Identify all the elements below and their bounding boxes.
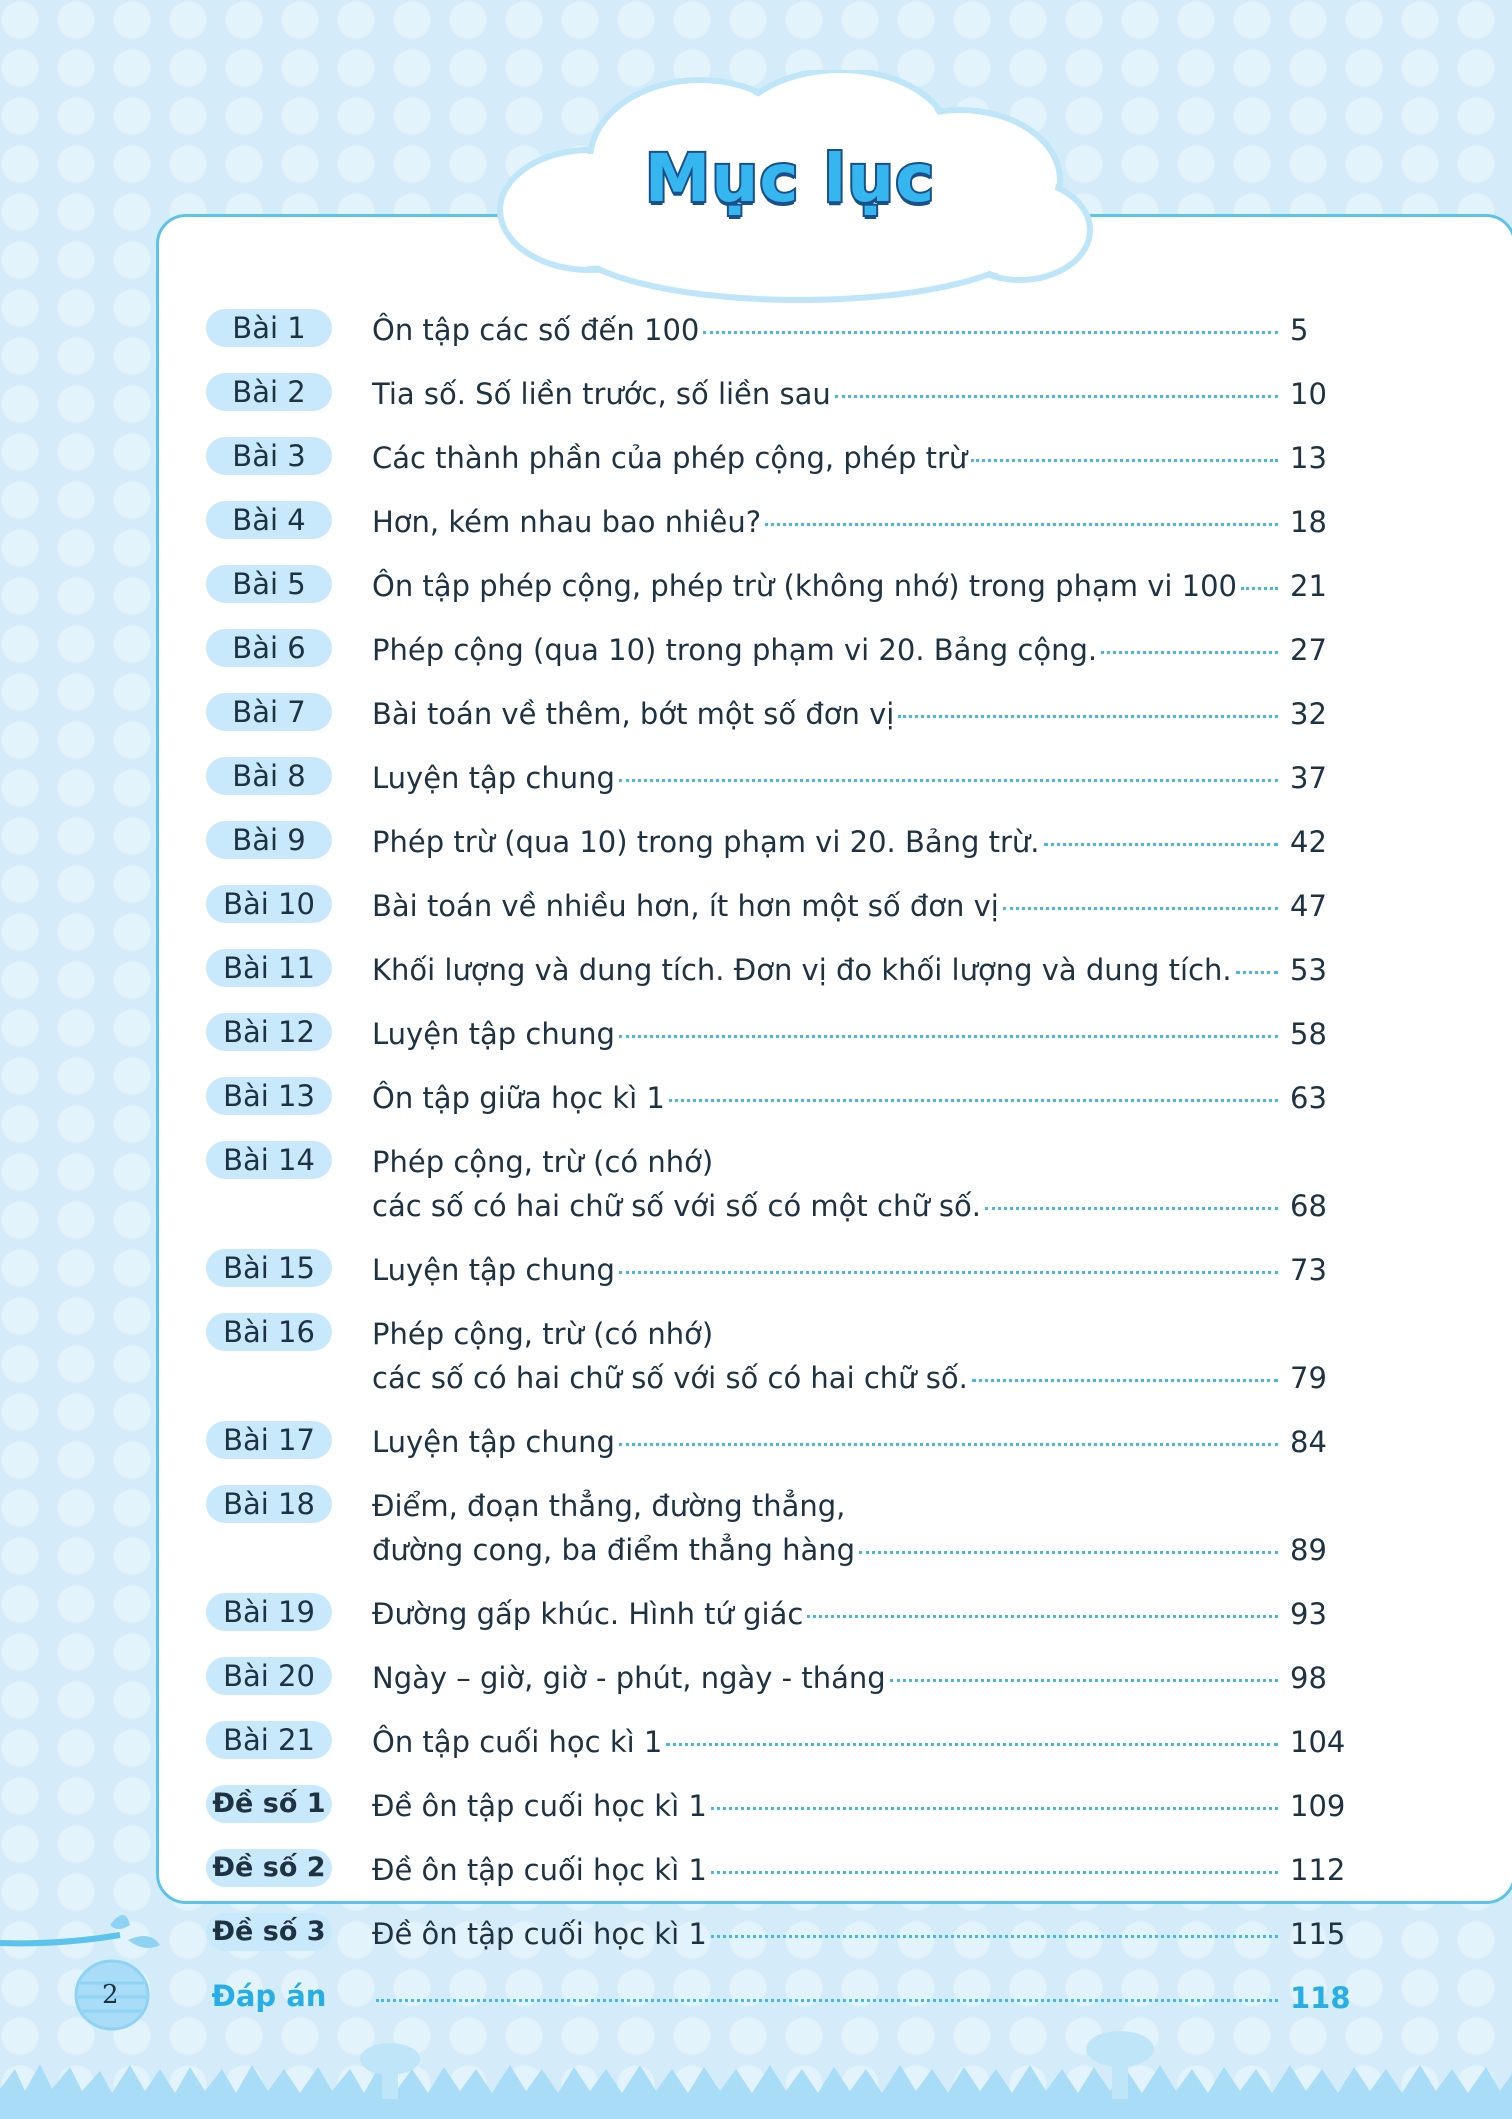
entry-text bbox=[372, 1420, 1352, 1464]
entry-title: Ôn tập cuối học kì 1 bbox=[372, 1725, 663, 1759]
page-number-ref: 32 bbox=[1290, 697, 1327, 731]
lesson-badge: Đề số 3 bbox=[206, 1913, 332, 1951]
entry-text bbox=[372, 1484, 1352, 1572]
entry-title: Các thành phần của phép cộng, phép trừ bbox=[372, 441, 968, 475]
dot-leader bbox=[711, 1871, 1278, 1874]
page-number-ref: 84 bbox=[1290, 1425, 1327, 1459]
page-number-ref: 98 bbox=[1290, 1661, 1327, 1695]
toc-entry bbox=[206, 820, 1352, 864]
entry-text bbox=[372, 500, 1352, 544]
page-number-ref: 89 bbox=[1290, 1533, 1327, 1567]
page-number-ref: 27 bbox=[1290, 633, 1327, 667]
lesson-badge: Bài 19 bbox=[206, 1593, 332, 1631]
lesson-badge: Bài 12 bbox=[206, 1013, 332, 1051]
toc-entry bbox=[206, 500, 1352, 544]
page-title: Mục lục bbox=[644, 140, 936, 217]
entry-text bbox=[372, 1720, 1352, 1764]
page-number-ref: 68 bbox=[1290, 1189, 1327, 1223]
entry-title: Phép cộng (qua 10) trong phạm vi 20. Bảng cộng. bbox=[372, 633, 1098, 667]
toc-entry bbox=[206, 436, 1352, 480]
dot-leader bbox=[859, 1551, 1278, 1554]
entry-text bbox=[372, 1976, 1352, 2020]
entry-text bbox=[372, 820, 1352, 864]
dot-leader bbox=[972, 1379, 1278, 1382]
toc-entry bbox=[206, 692, 1352, 736]
toc-entry bbox=[206, 1912, 1352, 1956]
page-number-ref: 18 bbox=[1290, 505, 1327, 539]
toc-entry bbox=[206, 1248, 1352, 1292]
toc-entry bbox=[206, 1140, 1352, 1228]
dot-leader bbox=[1044, 843, 1278, 846]
dot-leader bbox=[1241, 587, 1278, 590]
lesson-badge: Bài 15 bbox=[206, 1249, 332, 1287]
entry-text bbox=[372, 948, 1352, 992]
toc-entry bbox=[206, 1976, 1352, 2020]
dot-leader bbox=[890, 1679, 1278, 1682]
toc-entry bbox=[206, 1848, 1352, 1892]
entry-title: Phép cộng, trừ (có nhớ) bbox=[372, 1317, 714, 1351]
entry-title: Luyện tập chung bbox=[372, 761, 615, 795]
entry-text bbox=[372, 308, 1352, 352]
toc-entry bbox=[206, 948, 1352, 992]
toc-entry bbox=[206, 1656, 1352, 1700]
entry-title: các số có hai chữ số với số có một chữ số. bbox=[372, 1189, 981, 1223]
dot-leader bbox=[807, 1615, 1278, 1618]
page-number-ref: 63 bbox=[1290, 1081, 1327, 1115]
toc-entry bbox=[206, 1720, 1352, 1764]
lesson-badge: Bài 18 bbox=[206, 1485, 332, 1523]
lesson-badge: Đề số 2 bbox=[206, 1849, 332, 1887]
page-number-ref: 73 bbox=[1290, 1253, 1327, 1287]
entry-title: Đề ôn tập cuối học kì 1 bbox=[372, 1789, 707, 1823]
entry-title: Khối lượng và dung tích. Đơn vị đo khối lượng và dung tích. bbox=[372, 953, 1232, 987]
entry-title: Luyện tập chung bbox=[372, 1017, 615, 1051]
beehive-icon bbox=[0, 1905, 180, 2035]
entry-text bbox=[372, 372, 1352, 416]
page-number-ref: 79 bbox=[1290, 1361, 1327, 1395]
lesson-badge: Bài 3 bbox=[206, 437, 332, 475]
lesson-badge: Đề số 1 bbox=[206, 1785, 332, 1823]
lesson-badge: Bài 7 bbox=[206, 693, 332, 731]
dot-leader bbox=[619, 779, 1278, 782]
entry-text bbox=[372, 692, 1352, 736]
entry-title: các số có hai chữ số với số có hai chữ số. bbox=[372, 1361, 968, 1395]
entry-text bbox=[372, 1656, 1352, 1700]
entry-title: Đường gấp khúc. Hình tứ giác bbox=[372, 1597, 804, 1631]
dot-leader bbox=[669, 1099, 1278, 1102]
dot-leader bbox=[1101, 651, 1278, 654]
page-number-ref: 13 bbox=[1290, 441, 1327, 475]
entry-title: Luyện tập chung bbox=[372, 1253, 615, 1287]
entry-text bbox=[372, 1848, 1352, 1892]
toc-entry bbox=[206, 756, 1352, 800]
page-number-ref: 115 bbox=[1290, 1917, 1346, 1951]
page-number-ref: 53 bbox=[1290, 953, 1327, 987]
entry-title: Bài toán về nhiều hơn, ít hơn một số đơn vị bbox=[372, 889, 999, 923]
toc-entry bbox=[206, 372, 1352, 416]
entry-title: Điểm, đoạn thẳng, đường thẳng, bbox=[372, 1489, 846, 1523]
dot-leader bbox=[619, 1271, 1278, 1274]
lesson-badge: Bài 8 bbox=[206, 757, 332, 795]
entry-text bbox=[372, 564, 1352, 608]
entry-text bbox=[372, 628, 1352, 672]
entry-text bbox=[372, 1592, 1352, 1636]
entry-title: Ôn tập các số đến 100 bbox=[372, 313, 700, 347]
toc-entry bbox=[206, 884, 1352, 928]
lesson-badge: Bài 14 bbox=[206, 1141, 332, 1179]
lesson-badge: Bài 16 bbox=[206, 1313, 332, 1351]
toc-entry bbox=[206, 1012, 1352, 1056]
lesson-badge: Bài 13 bbox=[206, 1077, 332, 1115]
dot-leader bbox=[666, 1743, 1278, 1746]
entry-text bbox=[372, 1312, 1352, 1400]
page-number-ref: 112 bbox=[1290, 1853, 1346, 1887]
dot-leader bbox=[898, 715, 1278, 718]
page-number-ref: 118 bbox=[1290, 1981, 1351, 2015]
dot-leader bbox=[971, 459, 1278, 462]
entry-text bbox=[372, 1076, 1352, 1120]
toc-entry bbox=[206, 1312, 1352, 1400]
page-number-ref: 93 bbox=[1290, 1597, 1327, 1631]
page-number-ref: 47 bbox=[1290, 889, 1327, 923]
entry-title: Ôn tập giữa học kì 1 bbox=[372, 1081, 665, 1115]
page-number-ref: 37 bbox=[1290, 761, 1327, 795]
dot-leader bbox=[376, 1999, 1278, 2002]
toc-entry bbox=[206, 1592, 1352, 1636]
dot-leader bbox=[765, 523, 1278, 526]
page-number-ref: 109 bbox=[1290, 1789, 1346, 1823]
toc-entry bbox=[206, 1076, 1352, 1120]
dot-leader bbox=[1003, 907, 1278, 910]
page-number-ref: 10 bbox=[1290, 377, 1327, 411]
lesson-badge: Bài 9 bbox=[206, 821, 332, 859]
toc-entry bbox=[206, 1784, 1352, 1828]
lesson-badge: Bài 11 bbox=[206, 949, 332, 987]
dot-leader bbox=[1236, 971, 1278, 974]
lesson-badge: Đáp án bbox=[211, 1979, 327, 2013]
toc-entry bbox=[206, 308, 1352, 352]
entry-title: Đề ôn tập cuối học kì 1 bbox=[372, 1853, 707, 1887]
entry-title: Luyện tập chung bbox=[372, 1425, 615, 1459]
entry-text bbox=[372, 436, 1352, 480]
page-number-ref: 58 bbox=[1290, 1017, 1327, 1051]
lesson-badge: Bài 6 bbox=[206, 629, 332, 667]
dot-leader bbox=[619, 1035, 1278, 1038]
dot-leader bbox=[711, 1935, 1278, 1938]
lesson-badge: Bài 5 bbox=[206, 565, 332, 603]
lesson-badge: Bài 20 bbox=[206, 1657, 332, 1695]
entry-title: Phép cộng, trừ (có nhớ) bbox=[372, 1145, 714, 1179]
toc-entry bbox=[206, 564, 1352, 608]
entry-text bbox=[372, 756, 1352, 800]
dot-leader bbox=[703, 331, 1278, 334]
entry-text bbox=[372, 1784, 1352, 1828]
toc-entry bbox=[206, 1484, 1352, 1572]
page-number: 2 bbox=[102, 1980, 119, 2010]
page-number-ref: 5 bbox=[1290, 313, 1309, 347]
entry-title: Ôn tập phép cộng, phép trừ (không nhớ) trong phạm vi 100 bbox=[372, 569, 1238, 603]
lesson-badge: Bài 2 bbox=[206, 373, 332, 411]
toc-entry bbox=[206, 1420, 1352, 1464]
entry-title: đường cong, ba điểm thẳng hàng bbox=[372, 1533, 856, 1567]
lesson-badge: Bài 10 bbox=[206, 885, 332, 923]
lesson-badge: Bài 21 bbox=[206, 1721, 332, 1759]
lesson-badge: Bài 17 bbox=[206, 1421, 332, 1459]
entry-title: Bài toán về thêm, bớt một số đơn vị bbox=[372, 697, 895, 731]
dot-leader bbox=[711, 1807, 1278, 1810]
entry-text bbox=[372, 884, 1352, 928]
toc-entry bbox=[206, 628, 1352, 672]
page-number-ref: 42 bbox=[1290, 825, 1327, 859]
table-of-contents bbox=[206, 308, 1352, 2040]
entry-text bbox=[372, 1012, 1352, 1056]
entry-title: Tia số. Số liền trước, số liền sau bbox=[372, 377, 831, 411]
entry-title: Hơn, kém nhau bao nhiêu? bbox=[372, 505, 762, 539]
entry-text bbox=[372, 1248, 1352, 1292]
grass-decoration bbox=[0, 2019, 1512, 2119]
dot-leader bbox=[985, 1207, 1278, 1210]
dot-leader bbox=[835, 395, 1278, 398]
lesson-badge: Bài 4 bbox=[206, 501, 332, 539]
entry-text bbox=[372, 1140, 1352, 1228]
entry-title: Ngày – giờ, giờ - phút, ngày - tháng bbox=[372, 1661, 886, 1695]
entry-title: Phép trừ (qua 10) trong phạm vi 20. Bảng trừ. bbox=[372, 825, 1040, 859]
page-number-ref: 21 bbox=[1290, 569, 1327, 603]
lesson-badge: Bài 1 bbox=[206, 309, 332, 347]
page-number-ref: 104 bbox=[1290, 1725, 1346, 1759]
dot-leader bbox=[619, 1443, 1278, 1446]
entry-title: Đề ôn tập cuối học kì 1 bbox=[372, 1917, 707, 1951]
entry-text bbox=[372, 1912, 1352, 1956]
